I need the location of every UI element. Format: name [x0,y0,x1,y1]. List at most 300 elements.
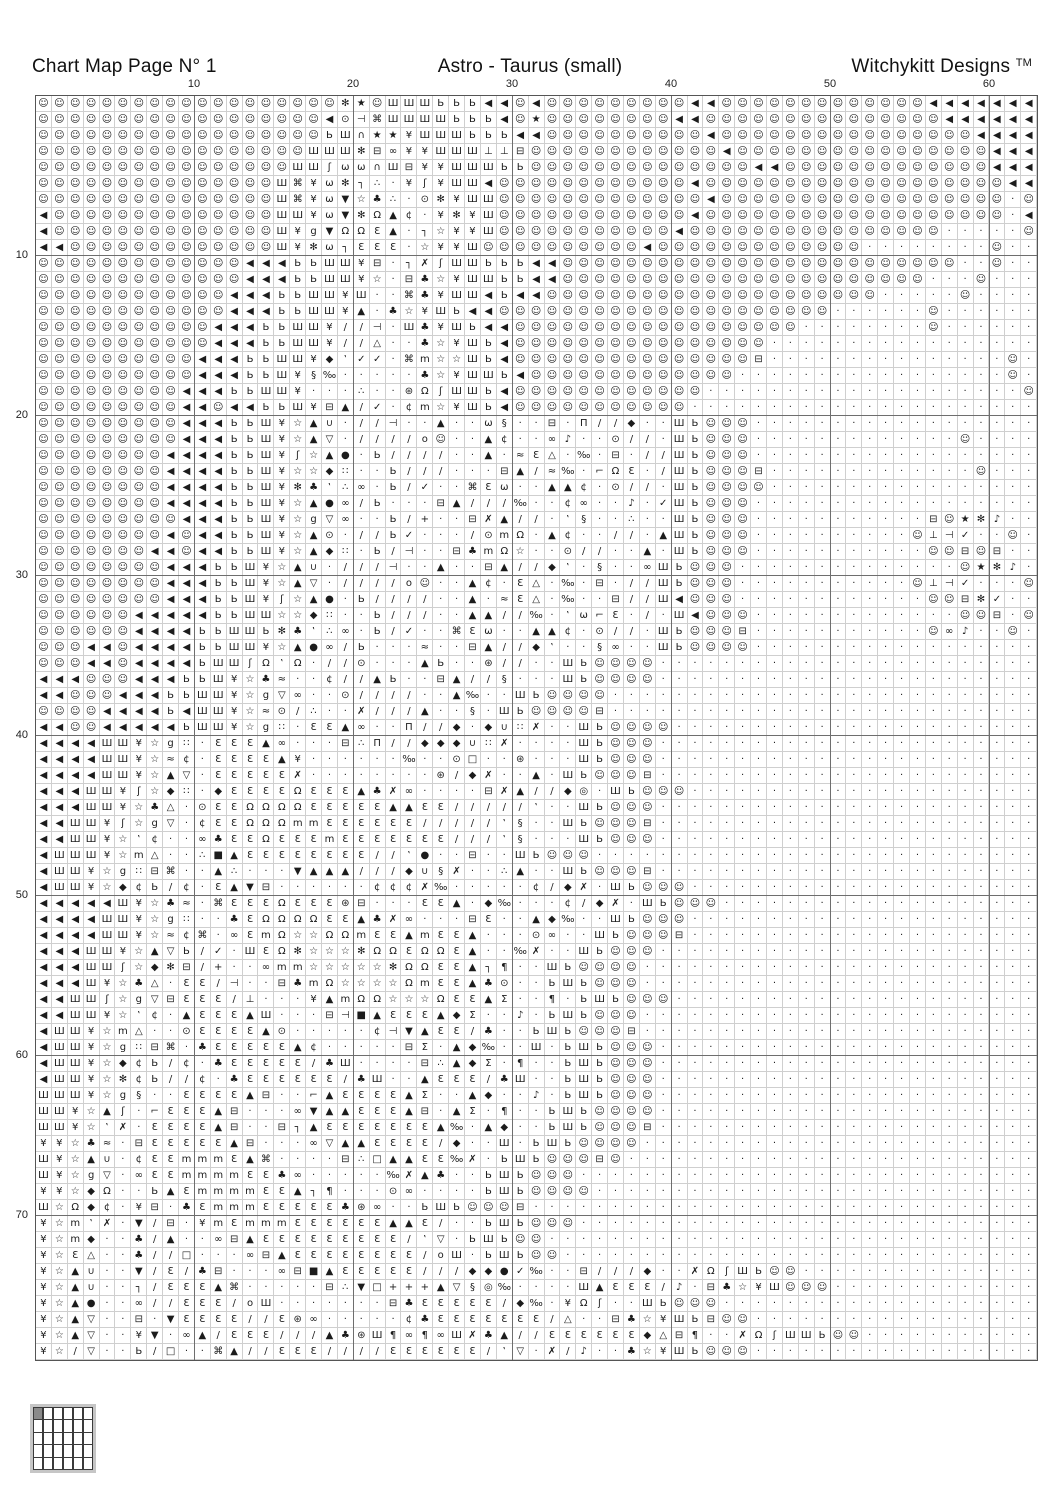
chart-cell: ☺ [735,256,751,272]
chart-cell: Ω [322,976,338,992]
chart-cell: ☺ [68,176,84,192]
chart-cell: Ш [481,1232,497,1248]
chart-cell: · [815,1120,831,1136]
chart-cell: · [958,1040,974,1056]
chart-cell: · [894,1008,910,1024]
chart-cell: Ɛ [449,1312,465,1328]
chart-cell: ☺ [243,224,259,240]
chart-cell: · [894,608,910,624]
chart-cell: ☺ [672,384,688,400]
chart-cell: ¥ [36,1184,52,1200]
chart-cell: · [703,928,719,944]
chart-cell: · [815,1296,831,1312]
chart-cell: · [799,464,815,480]
chart-cell: · [894,240,910,256]
chart-cell: · [910,240,926,256]
chart-cell: · [783,336,799,352]
chart-cell: Ɛ [163,1136,179,1152]
chart-cell: · [894,448,910,464]
chart-cell: ☺ [735,448,751,464]
chart-cell: · [942,784,958,800]
chart-cell: ☺ [52,224,68,240]
chart-cell: · [735,1152,751,1168]
chart-cell: · [878,1104,894,1120]
chart-cell: · [560,944,576,960]
chart-cell: ◀ [179,416,195,432]
chart-cell: ☺ [592,768,608,784]
chart-cell: ☆ [100,1040,116,1056]
chart-cell: ☺ [68,352,84,368]
chart-cell: · [799,368,815,384]
chart-cell: ☺ [545,368,561,384]
chart-cell: Ш [449,256,465,272]
chart-cell: · [989,704,1005,720]
chart-cell: · [958,1008,974,1024]
chart-cell: ʃ [131,784,147,800]
chart-cell: ☺ [513,336,529,352]
chart-cell: Ɛ [338,1232,354,1248]
chart-cell: ☺ [115,304,131,320]
chart-cell: ☺ [115,160,131,176]
chart-cell: ◀ [68,976,84,992]
chart-cell: ⊟ [147,1200,163,1216]
chart-cell: ☺ [560,304,576,320]
chart-cell: · [115,1136,131,1152]
chart-cell: ∞ [338,496,354,512]
chart-cell: ☺ [36,352,52,368]
chart-cell: · [497,768,513,784]
chart-cell: · [846,1216,862,1232]
chart-cell: · [354,752,370,768]
chart-cell: · [942,848,958,864]
chart-cell: · [974,1040,990,1056]
chart-cell: · [942,1344,958,1360]
chart-cell: ▲ [449,1056,465,1072]
chart-cell: Ɛ [370,800,386,816]
chart-cell: ☺ [36,544,52,560]
chart-cell: · [322,576,338,592]
chart-cell: ☺ [831,272,847,288]
chart-cell: · [735,1040,751,1056]
chart-cell: · [274,1088,290,1104]
chart-cell: ¥ [274,528,290,544]
chart-cell: · [815,592,831,608]
chart-cell: ⊟ [131,1136,147,1152]
chart-cell: ‰ [401,752,417,768]
chart-cell: · [846,304,862,320]
chart-cell: · [465,416,481,432]
chart-cell: ⌘ [211,1344,227,1360]
chart-cell: Ω [258,912,274,928]
chart-cell: ☺ [783,224,799,240]
chart-cell: ◀ [52,976,68,992]
chart-cell: · [831,832,847,848]
chart-cell: ☺ [640,944,656,960]
chart-cell: · [433,624,449,640]
chart-cell: ☺ [545,192,561,208]
chart-cell: ☺ [624,96,640,112]
chart-cell: ☺ [894,176,910,192]
chart-cell: ☺ [179,176,195,192]
chart-cell: ☺ [68,224,84,240]
chart-cell: ☺ [799,192,815,208]
chart-cell: · [894,784,910,800]
chart-cell: ¥ [115,800,131,816]
chart-cell: ◀ [513,288,529,304]
chart-cell: ¥ [560,1296,576,1312]
chart-cell: · [640,1024,656,1040]
chart-cell: ☺ [68,576,84,592]
chart-cell: · [989,1120,1005,1136]
chart-cell: / [163,1296,179,1312]
chart-cell: · [672,960,688,976]
chart-cell: · [703,1104,719,1120]
chart-cell: · [529,480,545,496]
chart-cell: · [322,1024,338,1040]
chart-cell: Ь [258,352,274,368]
chart-cell: · [989,928,1005,944]
chart-cell: ☆ [131,800,147,816]
chart-cell: · [942,1232,958,1248]
chart-cell: ω [322,208,338,224]
chart-cell: · [831,368,847,384]
chart-cell: / [386,592,402,608]
chart-cell: · [656,752,672,768]
chart-cell: Ш [481,160,497,176]
chart-cell: ☺ [624,112,640,128]
chart-cell: ▲ [529,912,545,928]
chart-cell: · [688,800,704,816]
chart-cell: ☆ [449,352,465,368]
chart-cell: ▲ [306,1120,322,1136]
chart-cell: · [926,336,942,352]
chart-cell: ☺ [608,96,624,112]
chart-cell: · [1005,1312,1021,1328]
chart-cell: ¢ [195,1072,211,1088]
chart-cell: / [417,448,433,464]
chart-cell: Ɛ [306,720,322,736]
chart-cell: · [815,1200,831,1216]
chart-cell: · [799,800,815,816]
chart-cell: ☺ [84,112,100,128]
chart-cell: / [401,480,417,496]
chart-cell: · [894,1168,910,1184]
chart-cell: ☺ [703,304,719,320]
chart-cell: ☺ [52,640,68,656]
chart-cell: · [735,944,751,960]
chart-cell: Ш [258,464,274,480]
chart-cell: · [910,896,926,912]
chart-cell: Ɛ [386,928,402,944]
chart-cell: · [354,1024,370,1040]
chart-cell: ☺ [100,112,116,128]
chart-cell: · [767,400,783,416]
chart-cell: ⊛ [338,896,354,912]
chart-cell: ∴ [338,1280,354,1296]
chart-cell: ☺ [115,368,131,384]
chart-cell: ♣ [195,1040,211,1056]
chart-cell: · [989,352,1005,368]
chart-cell: · [831,432,847,448]
chart-cell: ‰ [449,1152,465,1168]
chart-cell: · [862,1072,878,1088]
chart-cell: ¥ [290,384,306,400]
chart-cell: / [370,1344,386,1360]
chart-cell: · [306,1168,322,1184]
chart-cell: ⊟ [465,848,481,864]
chart-cell: m [258,928,274,944]
chart-cell: ☺ [656,400,672,416]
chart-cell: ☺ [831,256,847,272]
chart-cell: ⊟ [465,640,481,656]
chart-cell: ☺ [688,624,704,640]
chart-cell: · [815,880,831,896]
chart-cell: ¥ [36,1328,52,1344]
chart-cell: Ш [672,544,688,560]
chart-cell: · [688,864,704,880]
chart-cell: ☺ [179,160,195,176]
chart-cell: ☺ [84,512,100,528]
chart-cell: ☺ [958,176,974,192]
chart-cell: Ɛ [306,848,322,864]
chart-cell: ☆ [52,1312,68,1328]
chart-cell: ⊣ [386,1024,402,1040]
chart-cell: · [1021,1296,1037,1312]
chart-cell: Ω [290,800,306,816]
chart-cell: / [338,640,354,656]
chart-cell: Ω [258,800,274,816]
chart-cell: Ш [608,912,624,928]
chart-cell: ☺ [688,336,704,352]
chart-cell: Ь [370,496,386,512]
chart-cell: ☺ [84,576,100,592]
chart-cell: · [465,656,481,672]
chart-cell: · [815,720,831,736]
chart-cell: Ь [481,336,497,352]
chart-cell: Ɛ [370,1104,386,1120]
chart-cell: · [910,800,926,816]
chart-cell: ¥ [84,880,100,896]
chart-cell: Ɛ [274,1072,290,1088]
chart-cell: ¥ [227,672,243,688]
chart-cell: ◀ [688,608,704,624]
chart-cell: · [926,1232,942,1248]
chart-cell: ∞ [290,1168,306,1184]
chart-cell: ☺ [656,176,672,192]
chart-cell: · [783,416,799,432]
chart-cell: ☺ [624,256,640,272]
chart-cell: · [688,1216,704,1232]
chart-cell: Ш [227,656,243,672]
chart-cell: · [958,736,974,752]
chart-cell: ‛ [100,1120,116,1136]
chart-cell: / [465,528,481,544]
chart-cell: · [910,720,926,736]
chart-cell: / [592,416,608,432]
chart-cell: ◀ [703,128,719,144]
chart-cell: · [1005,400,1021,416]
chart-cell: ☺ [115,400,131,416]
chart-cell: ☺ [862,96,878,112]
chart-cell: ☺ [703,288,719,304]
chart-cell: · [894,816,910,832]
chart-cell: · [862,816,878,832]
chart-cell: · [719,752,735,768]
chart-cell: ∴ [354,736,370,752]
chart-cell: Ɛ [640,1280,656,1296]
chart-cell: · [497,448,513,464]
chart-cell: ☺ [576,288,592,304]
chart-cell: · [354,1168,370,1184]
chart-cell: · [751,688,767,704]
chart-cell: ☺ [163,336,179,352]
chart-cell: ☺ [799,240,815,256]
chart-cell: § [131,1088,147,1104]
chart-cell: ‛ [322,480,338,496]
chart-cell: ☺ [719,192,735,208]
chart-cell: ☺ [783,128,799,144]
chart-cell: ☺ [163,320,179,336]
chart-cell: · [656,672,672,688]
chart-cell: · [862,1008,878,1024]
chart-cell: · [878,832,894,848]
chart-cell: · [195,1344,211,1360]
chart-cell: ∞ [290,1104,306,1120]
chart-cell: · [799,336,815,352]
chart-cell: · [878,544,894,560]
chart-cell: · [958,1200,974,1216]
chart-cell: · [115,1312,131,1328]
chart-cell: Ш [433,144,449,160]
chart-cell: ✻ [306,240,322,256]
chart-cell: · [910,624,926,640]
chart-cell: ☺ [592,192,608,208]
chart-cell: ☺ [751,336,767,352]
chart-cell: ☺ [179,368,195,384]
chart-cell: ☺ [592,224,608,240]
chart-cell: · [846,368,862,384]
chart-cell: ☺ [592,976,608,992]
chart-cell: Ь [465,96,481,112]
chart-cell: ◀ [227,336,243,352]
chart-cell: · [703,656,719,672]
chart-cell: ☺ [910,144,926,160]
chart-cell: Ɛ [322,1200,338,1216]
chart-cell: ⊟ [497,464,513,480]
chart-cell: · [719,896,735,912]
chart-cell: · [926,1216,942,1232]
chart-cell: · [989,736,1005,752]
chart-cell: ⊛ [481,656,497,672]
chart-cell: ☺ [815,1280,831,1296]
chart-cell: · [1005,320,1021,336]
chart-cell: · [974,576,990,592]
chart-cell: ¥ [84,864,100,880]
chart-cell: ◀ [243,320,259,336]
chart-cell: Ш [481,208,497,224]
chart-cell: · [831,784,847,800]
chart-cell: · [656,1248,672,1264]
chart-cell: ☺ [243,96,259,112]
chart-cell: · [179,800,195,816]
chart-cell: · [815,960,831,976]
chart-cell: ⊟ [417,1056,433,1072]
chart-cell: / [354,576,370,592]
chart-cell: · [878,1248,894,1264]
chart-cell: · [894,688,910,704]
chart-cell: Ш [258,448,274,464]
chart-cell: ☺ [179,256,195,272]
chart-cell: m [306,816,322,832]
chart-cell: ▲ [211,864,227,880]
chart-cell: ▲ [322,1104,338,1120]
chart-cell: · [910,1088,926,1104]
chart-cell: ☺ [560,1168,576,1184]
chart-cell: · [862,1248,878,1264]
chart-cell: ☺ [115,560,131,576]
chart-cell: ☺ [560,240,576,256]
chart-cell: m [179,1168,195,1184]
chart-cell: ☺ [688,576,704,592]
chart-cell: Ɛ [211,736,227,752]
chart-cell: / [274,1328,290,1344]
chart-cell: ⊟ [211,1264,227,1280]
chart-cell: ☺ [147,192,163,208]
chart-cell: ▲ [401,1216,417,1232]
chart-cell: · [799,384,815,400]
chart-cell: ☺ [799,208,815,224]
chart-cell: · [974,1152,990,1168]
chart-cell: ☺ [624,288,640,304]
chart-cell: · [942,640,958,656]
chart-cell: ☺ [719,304,735,320]
chart-cell: · [926,480,942,496]
chart-cell: ⊟ [131,1312,147,1328]
chart-cell: Ь [576,768,592,784]
chart-cell: · [799,400,815,416]
chart-cell: · [831,608,847,624]
chart-cell: · [831,1056,847,1072]
chart-cell: ☺ [767,1264,783,1280]
chart-cell: · [703,880,719,896]
chart-cell: · [1005,1040,1021,1056]
chart-cell: · [560,928,576,944]
chart-cell: / [640,448,656,464]
chart-cell: ☺ [36,560,52,576]
chart-cell: · [322,880,338,896]
chart-cell: ▲ [243,1008,259,1024]
chart-cell: ☺ [36,384,52,400]
chart-cell: Ɛ [163,1280,179,1296]
chart-cell: · [751,1232,767,1248]
chart-cell: Ь [179,944,195,960]
chart-cell: · [799,1008,815,1024]
chart-cell: ☺ [910,208,926,224]
chart-cell: ☺ [529,384,545,400]
chart-cell: · [195,768,211,784]
chart-cell: ☺ [84,224,100,240]
chart-cell: · [703,688,719,704]
chart-cell: ☺ [656,288,672,304]
chart-cell: ☺ [84,448,100,464]
chart-cell: · [862,1040,878,1056]
chart-cell: · [878,384,894,400]
column-number: 20 [346,78,360,90]
chart-cell: ◀ [529,288,545,304]
chart-cell: / [258,1344,274,1360]
chart-cell: ♪ [624,496,640,512]
chart-cell: ⊟ [370,256,386,272]
